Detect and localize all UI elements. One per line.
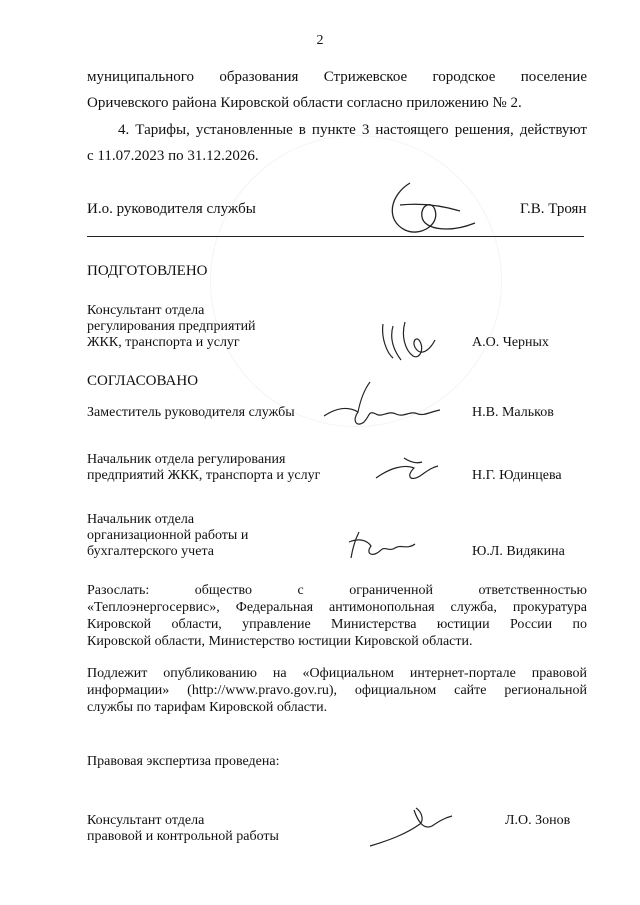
- agreed-heading: СОГЛАСОВАНО: [87, 373, 199, 389]
- head-signer-position: И.о. руководителя службы: [87, 201, 256, 217]
- agreed-signer-3-name: Ю.Л. Видякина: [472, 544, 565, 559]
- paragraph-2-line-2: с 11.07.2023 по 31.12.2026.: [87, 148, 259, 164]
- agreed-signer-3-position-line: организационной работы и: [87, 528, 249, 543]
- head-signer-name: Г.В. Троян: [520, 201, 587, 217]
- agreed-signer-1-position: Заместитель руководителя службы: [87, 405, 295, 420]
- legal-review-position: [87, 813, 279, 845]
- agreed-signer-3-position-line: бухгалтерского учета: [87, 544, 214, 559]
- agreed-signer-2-position-line: предприятий ЖКК, транспорта и услуг: [87, 468, 321, 483]
- publication-line: Подлежит опубликованию на «Официальном интернет-портале правовой: [87, 666, 587, 681]
- publication-block: [87, 665, 587, 716]
- head-signature-scribble: [380, 175, 490, 245]
- legal-review-text: Правовая экспертиза проведена:: [87, 754, 280, 769]
- paragraph-1-line-1: муниципального образования Стрижевское городское поселение: [87, 69, 587, 85]
- agreed-signer-3-signature-scribble: [345, 528, 425, 568]
- legal-review-name: Л.О. Зонов: [505, 813, 571, 828]
- prepared-position-line: ЖКК, транспорта и услуг: [87, 335, 240, 350]
- agreed-signer-2-name: Н.Г. Юдинцева: [472, 468, 562, 483]
- prepared-signature-scribble: [375, 318, 440, 368]
- page-number: 2: [316, 33, 324, 48]
- agreed-signer-3-position: [87, 512, 248, 560]
- agreed-signer-2-position: [87, 452, 320, 484]
- legal-review-position-line: правовой и контрольной работы: [87, 829, 279, 844]
- paragraph-1-line-2: Оричевского района Кировской области согласно приложению № 2.: [87, 95, 522, 111]
- signature-divider: [87, 236, 584, 237]
- distribution-line: Кировской области, управление Министерства юстиции России по: [87, 617, 587, 632]
- distribution-line: Кировской области, Министерство юстиции Кировской области.: [87, 634, 473, 649]
- agreed-signer-2-signature-scribble: [370, 450, 445, 490]
- agreed-signer-1-signature-scribble: [318, 376, 448, 438]
- prepared-position-line: регулирования предприятий: [87, 319, 256, 334]
- prepared-position-line: Консультант отдела: [87, 303, 205, 318]
- agreed-signer-3-position-line: Начальник отдела: [87, 512, 195, 527]
- publication-line: информации» (http://www.pravo.gov.ru), официальном сайте региональной: [87, 683, 587, 698]
- distribution-line: «Теплоэнергосервис», Федеральная антимонопольная служба, прокуратура: [87, 600, 587, 615]
- legal-review-position-line: Консультант отдела: [87, 813, 205, 828]
- publication-line: службы по тарифам Кировской области.: [87, 700, 328, 715]
- agreed-signer-2-position-line: Начальник отдела регулирования: [87, 452, 286, 467]
- legal-review-signature-scribble: [360, 800, 460, 855]
- agreed-signer-1-name: Н.В. Мальков: [472, 405, 554, 420]
- distribution-line: Разослать: общество с ограниченной ответственностью: [87, 583, 587, 598]
- distribution-block: [87, 582, 587, 650]
- paragraph-2-line-1: 4. Тарифы, установленные в пункте 3 настоящего решения, действуют: [118, 122, 587, 138]
- prepared-heading: ПОДГОТОВЛЕНО: [87, 263, 208, 279]
- prepared-position: [87, 303, 256, 351]
- prepared-name: А.О. Черных: [472, 335, 549, 350]
